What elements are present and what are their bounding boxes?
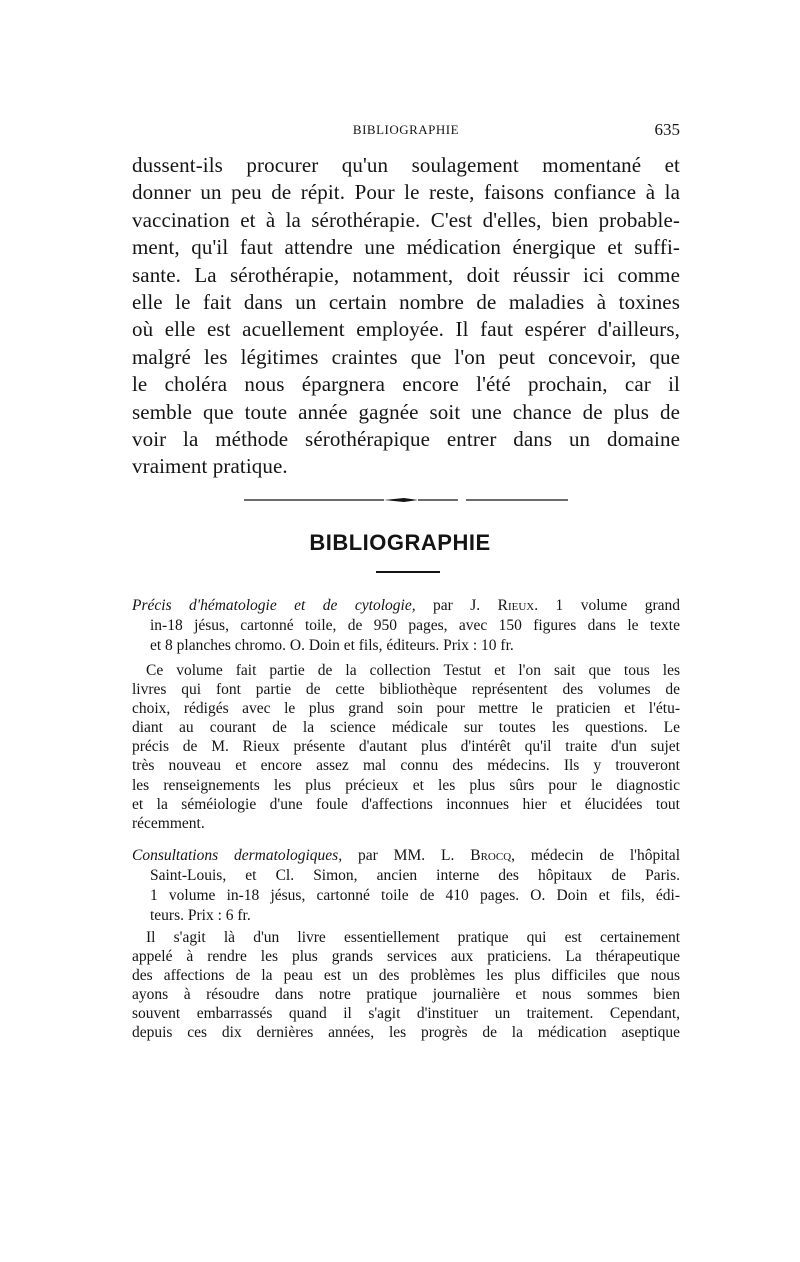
review-line: Il s'agit là d'un livre essentiellement pratique qui est certainement bbox=[146, 929, 680, 946]
review-line: récemment. bbox=[132, 814, 205, 832]
separator-ornament-icon bbox=[244, 496, 568, 504]
bibliography-entry-review bbox=[132, 661, 680, 833]
review-line: diant au courant de la science médicale sur toutes les questions. Le bbox=[132, 719, 680, 737]
ornamental-separator bbox=[244, 496, 568, 504]
running-title: BIBLIOGRAPHIE bbox=[352, 122, 460, 137]
citation-text: par J. bbox=[415, 597, 498, 614]
citation-text: par MM. L. bbox=[342, 847, 471, 864]
body-line: ment, qu'il faut attendre une médication énergique et suffi- bbox=[132, 235, 680, 260]
bibliography-entry-citation bbox=[132, 596, 680, 656]
body-paragraph bbox=[132, 152, 680, 481]
citation-line: Saint-Louis, et Cl. Simon, ancien interne des hôpitaux de Paris. bbox=[150, 867, 680, 884]
review-line: depuis ces dix dernières années, les progrès de la médication aseptique bbox=[132, 1024, 680, 1042]
review-line: très nouveau et encore assez mal connu des médecins. Ils y trouveront bbox=[132, 757, 680, 775]
heading-underline bbox=[376, 571, 440, 573]
body-line: malgré les légitimes craintes que l'on peut concevoir, que bbox=[132, 344, 680, 369]
body-line: le choléra nous épargnera encore l'été prochain, car il bbox=[132, 372, 680, 397]
body-line: donner un peu de répit. Pour le reste, faisons confiance à la bbox=[132, 180, 680, 205]
bibliography-entry-citation bbox=[132, 846, 680, 926]
book-title: Précis d'hématologie et de cytologie, bbox=[132, 597, 416, 614]
review-line: les renseignements les plus précieux et les plus sûrs pour le diagnostic bbox=[132, 776, 680, 794]
body-line: vaccination et à la sérothérapie. C'est d'elles, bien probable- bbox=[132, 207, 680, 232]
review-line: Ce volume fait partie de la collection Testut et l'on sait que tous les bbox=[146, 662, 680, 679]
body-line: voir la méthode sérothérapique entrer dans un domaine bbox=[132, 426, 680, 451]
review-line: ayons à résoudre dans notre pratique journalière et nous sommes bien bbox=[132, 986, 680, 1004]
review-line: précis de M. Rieux présente d'autant plus d'intérêt qu'il traite d'un sujet bbox=[132, 738, 680, 756]
body-line: vraiment pratique. bbox=[132, 454, 288, 479]
body-line: où elle est acuellement employée. Il faut espérer d'ailleurs, bbox=[132, 317, 680, 342]
review-line: et la séméiologie d'une foule d'affections inconnues hier et élucidées tout bbox=[132, 795, 680, 813]
body-line: dussent-ils procurer qu'un soulagement momentané et bbox=[132, 153, 680, 177]
author-name: Brocq bbox=[470, 847, 512, 864]
page-number: 635 bbox=[654, 120, 680, 139]
review-line: livres qui font partie de cette bibliothèque représentent des volumes de bbox=[132, 681, 680, 699]
review-line: souvent embarrassés quand il s'agit d'instituer un traitement. Cependant, bbox=[132, 1005, 680, 1023]
book-title: Consultations dermatologiques, bbox=[132, 847, 343, 864]
citation-text: , médecin de l'hôpital bbox=[511, 847, 680, 864]
review-line: choix, rédigés avec le plus grand soin pour mettre le praticien et l'étu- bbox=[132, 700, 680, 718]
running-head bbox=[132, 120, 680, 140]
body-line: sante. La sérothérapie, notamment, doit réussir ici comme bbox=[132, 262, 680, 287]
citation-text: . 1 volume grand bbox=[534, 597, 680, 614]
bibliography-entry-review bbox=[132, 928, 680, 1043]
review-line: appelé à rendre les plus grands services aux praticiens. La thérapeutique bbox=[132, 948, 680, 966]
citation-line: et 8 planches chromo. O. Doin et fils, éditeurs. Prix : 10 fr. bbox=[150, 637, 514, 654]
section-heading: BIBLIOGRAPHIE bbox=[309, 530, 491, 555]
citation-line: in-18 jésus, cartonné toile, de 950 pages, avec 150 figures dans le texte bbox=[150, 617, 680, 634]
body-line: semble que toute année gagnée soit une chance de plus de bbox=[132, 399, 680, 424]
citation-line: teurs. Prix : 6 fr. bbox=[150, 907, 251, 924]
author-name: Rieux bbox=[497, 597, 535, 614]
body-line: elle le fait dans un certain nombre de maladies à toxines bbox=[132, 289, 680, 314]
review-line: des affections de la peau est un des problèmes les plus difficiles que nous bbox=[132, 967, 680, 985]
citation-line: 1 volume in-18 jésus, cartonné toile de 410 pages. O. Doin et fils, édi- bbox=[150, 887, 680, 904]
